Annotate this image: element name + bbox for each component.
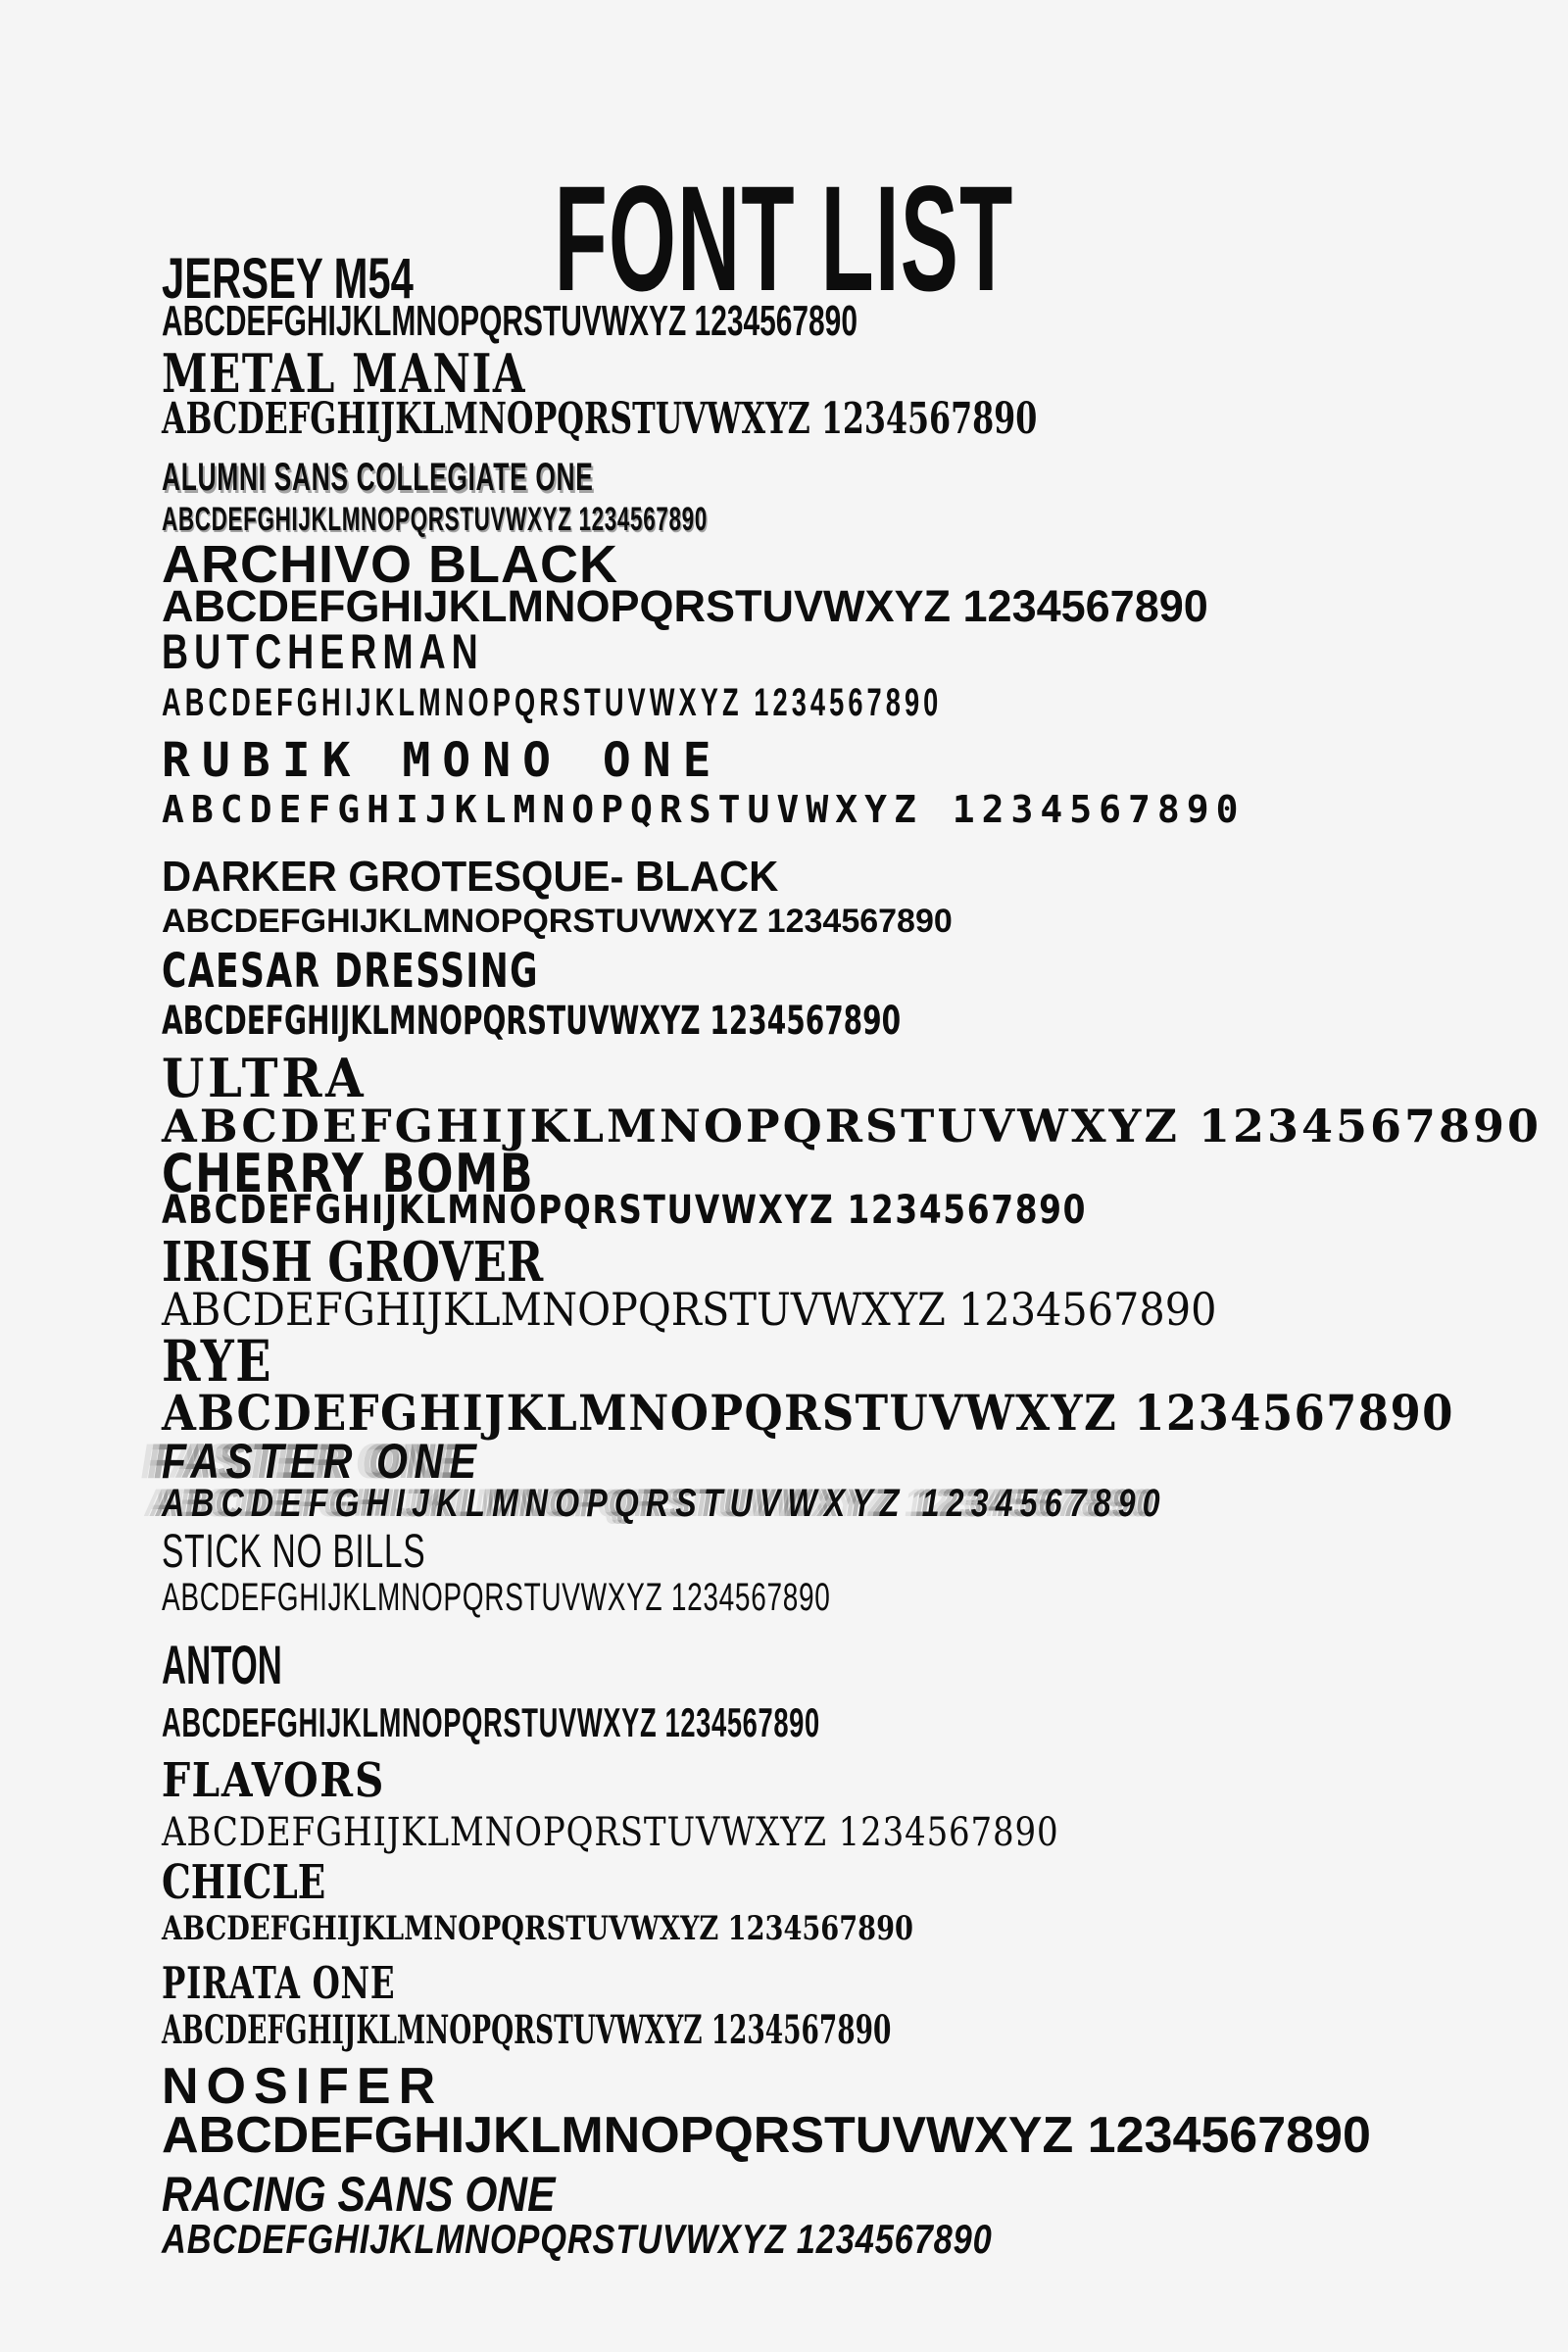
page-title: FONT LIST: [554, 154, 1014, 322]
font-sample: ABCDEFGHIJKLMNOPQRSTUVWXYZ 1234567890: [162, 501, 708, 538]
font-name: CHERRY BOMB: [162, 1143, 535, 1204]
font-sample: ABCDEFGHIJKLMNOPQRSTUVWXYZ 1234567890: [162, 1909, 913, 1948]
font-name: PIRATA ONE: [162, 1957, 396, 2009]
font-name: IRISH GROVER: [162, 1230, 544, 1295]
font-name: NOSIFER: [162, 2058, 444, 2115]
font-name: RACING SANS ONE: [162, 2167, 556, 2222]
font-sample: ABCDEFGHIJKLMNOPQRSTUVWXYZ 1234567890: [162, 1482, 1167, 1525]
font-name: RUBIK MONO ONE: [162, 733, 723, 788]
font-name: FASTER ONE: [162, 1434, 483, 1489]
font-name: CHICLE: [162, 1855, 326, 1910]
font-name: CAESAR DRESSING: [162, 944, 539, 999]
font-sample: ABCDEFGHIJKLMNOPQRSTUVWXYZ 1234567890: [162, 581, 1208, 631]
font-name: STICK NO BILLS: [162, 1526, 426, 1578]
font-sample: ABCDEFGHIJKLMNOPQRSTUVWXYZ 1234567890: [162, 903, 953, 940]
font-sample: ABCDEFGHIJKLMNOPQRSTUVWXYZ 1234567890: [162, 1699, 820, 1745]
font-name: FLAVORS: [161, 1753, 386, 1808]
font-sample: ABCDEFGHIJKLMNOPQRSTUVWXYZ 1234567890: [162, 1188, 1088, 1233]
font-name: ARCHIVO BLACK: [162, 535, 618, 594]
font-sample: ABCDEFGHIJKLMNOPQRSTUVWXYZ 1234567890: [162, 394, 1038, 444]
font-sample: ABCDEFGHIJKLMNOPQRSTUVWXYZ 1234567890: [162, 1283, 1217, 1336]
font-name: DARKER GROTESQUE- BLACK: [162, 853, 779, 901]
font-sample: ABCDEFGHIJKLMNOPQRSTUVWXYZ 1234567890: [162, 999, 902, 1044]
font-name: ULTRA: [162, 1047, 368, 1109]
font-sample: ABCDEFGHIJKLMNOPQRSTUVWXYZ 1234567890: [162, 2216, 993, 2262]
font-name: ALUMNI SANS COLLEGIATE ONE: [162, 456, 594, 499]
font-sample: ABCDEFGHIJKLMNOPQRSTUVWXYZ 1234567890: [162, 1576, 831, 1619]
font-sample: ABCDEFGHIJKLMNOPQRSTUVWXYZ 1234567890: [162, 297, 858, 345]
font-sample: ABCDEFGHIJKLMNOPQRSTUVWXYZ 1234567890: [162, 788, 1246, 831]
font-name: BUTCHERMAN: [162, 624, 484, 679]
font-sample: ABCDEFGHIJKLMNOPQRSTUVWXYZ 1234567890: [162, 681, 943, 724]
font-sample: ABCDEFGHIJKLMNOPQRSTUVWXYZ 1234567890: [162, 2107, 1371, 2164]
font-name: JERSEY M54: [162, 247, 414, 311]
font-sample: ABCDEFGHIJKLMNOPQRSTUVWXYZ 1234567890: [162, 1810, 1059, 1855]
font-sample: ABCDEFGHIJKLMNOPQRSTUVWXYZ 1234567890: [162, 2007, 892, 2053]
font-sample: ABCDEFGHIJKLMNOPQRSTUVWXYZ 1234567890: [162, 1100, 1543, 1152]
font-sample: ABCDEFGHIJKLMNOPQRSTUVWXYZ 1234567890: [162, 1384, 1454, 1442]
font-name: RYE: [162, 1328, 273, 1395]
font-name: METAL MANIA: [162, 342, 527, 405]
font-name: ANTON: [162, 1634, 282, 1695]
